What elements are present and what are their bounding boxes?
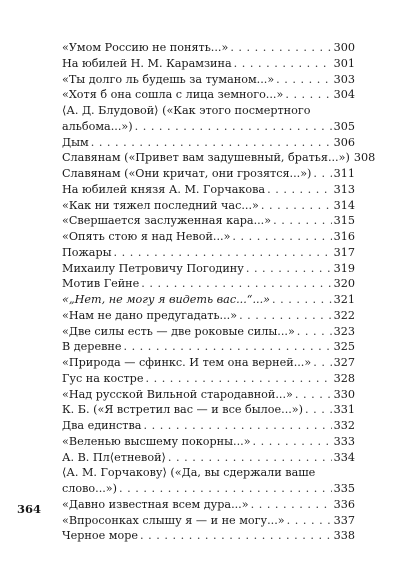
dot-leader (234, 56, 332, 72)
dot-leader (305, 402, 332, 418)
toc-entry-title: «Умом Россию не понять...» (62, 41, 229, 54)
toc-entry-line (62, 135, 355, 151)
toc-entry-title-first-line: ⟨А. М. Горчакову⟩ («Да, вы сдержали ваше (62, 466, 316, 480)
toc-entry (62, 292, 355, 308)
toc-entry-title: Гус на костре (62, 371, 144, 385)
dot-leader (272, 292, 332, 308)
dot-leader (123, 339, 331, 355)
toc-entry-line (62, 276, 355, 292)
toc-entry-title: А. В. Пл⟨етневой⟩ (62, 450, 166, 464)
toc-entry-page: 316 (333, 230, 355, 243)
toc-entry (62, 402, 355, 418)
toc-entry-page: 304 (333, 88, 355, 102)
toc-entry-title: На юбилей князя А. М. Горчакова (62, 182, 266, 196)
toc-entry-title-first-line: ⟨А. Д. Блудовой⟩ («Как этого посмертного (62, 104, 311, 117)
toc-entry-page: 306 (333, 135, 355, 149)
toc-entry-title: Дым (62, 135, 89, 149)
page-number: 364 (17, 502, 42, 516)
dot-leader (135, 119, 332, 135)
toc-entry (62, 56, 355, 72)
toc-entry (62, 150, 376, 166)
toc-entry (62, 450, 355, 466)
toc-entry-title: «Две силы есть — две роковые силы...» (62, 324, 295, 338)
toc-entry (62, 40, 355, 56)
toc-entry-title: Мотив Гейне (62, 277, 140, 291)
toc-entry-title: Славянам («Они кричат, они грозятся...») (62, 167, 312, 180)
toc-entry-page: 334 (333, 450, 355, 464)
toc-entry-title: «Над русской Вильной стародавной...» (62, 387, 293, 401)
toc-entry-line (62, 308, 355, 324)
toc-entry (62, 497, 355, 513)
toc-entry (62, 245, 355, 261)
toc-entry (62, 229, 355, 245)
toc-entry-line (62, 150, 376, 166)
toc-entry-page: 325 (333, 340, 355, 354)
toc-entry-line (62, 198, 355, 214)
toc-entry-page: 323 (333, 324, 355, 338)
toc-entry-page: 319 (333, 261, 355, 275)
dot-leader (145, 371, 331, 387)
toc-entry-page: 313 (333, 182, 355, 196)
toc-entry-title: «Впросонках слышу я — и не могу...» (62, 513, 285, 527)
toc-entry-page: 336 (333, 497, 355, 511)
toc-entry (62, 387, 355, 403)
dot-leader (297, 324, 332, 340)
dot-leader (246, 261, 332, 277)
toc-entry-title: Славянам («Привет вам задушевный, братья...») (62, 151, 350, 165)
toc-entry-line (62, 481, 355, 497)
toc-entry-line (62, 72, 355, 88)
toc-entry-title: «Давно известная всем дура...» (62, 497, 249, 511)
toc-entry-line (62, 40, 355, 56)
dot-leader (140, 528, 332, 544)
toc-entry-page: 331 (333, 403, 355, 417)
toc-entry-line (62, 528, 355, 544)
toc-entry-page: 320 (333, 277, 355, 291)
toc-entry-title: «Природа — сфинкс. И тем она верней...» (62, 356, 312, 369)
toc-entry (62, 261, 355, 277)
dot-leader (313, 355, 331, 371)
toc-entry-page: 301 (333, 56, 355, 70)
toc-entry-page: 337 (333, 513, 355, 527)
toc-entry-page: 305 (333, 119, 355, 133)
toc-entry (62, 182, 355, 198)
toc-entry-line (62, 355, 355, 371)
dot-leader (273, 213, 332, 229)
toc-entry-title: «„Нет, не могу я видеть вас...“...» (62, 293, 270, 306)
toc-entry (62, 135, 355, 151)
dot-leader (141, 276, 331, 292)
toc-entry-line (62, 229, 355, 245)
toc-entry (62, 465, 355, 497)
toc-entry-title: «Нам не дано предугадать...» (62, 308, 238, 322)
toc-entry-line (62, 497, 355, 513)
toc-entry-title: «Хотя б она сошла с лица земного...» (62, 88, 284, 102)
toc-entry (62, 371, 355, 387)
toc-entry-title: К. Б. («Я встретил вас — и все былое...») (62, 403, 304, 417)
dot-leader (285, 87, 331, 103)
dot-leader (230, 40, 331, 56)
dot-leader (251, 497, 332, 513)
toc-entry-page: 335 (333, 482, 355, 495)
toc-entry-line (62, 387, 355, 403)
toc-entry-title: Пожары (62, 245, 112, 259)
toc-entry (62, 166, 355, 182)
toc-entry-title: «Свершается заслуженная кара...» (62, 214, 272, 228)
toc-entry-page: 322 (333, 308, 355, 322)
toc-entry-line (62, 371, 355, 387)
toc-entry-page: 333 (333, 434, 355, 448)
toc-entry (62, 72, 355, 88)
toc-entry (62, 87, 355, 103)
dot-leader (253, 434, 332, 450)
toc-entry-line (62, 245, 355, 261)
toc-entry-title: Черное море (62, 529, 139, 543)
toc-entry-page: 332 (333, 419, 355, 432)
toc-entry-title: «Ты долго ль будешь за туманом...» (62, 72, 275, 86)
toc-entry-title: «Опять стою я над Невой...» (62, 230, 231, 243)
toc-entry-page: 300 (333, 41, 355, 54)
toc-entry (62, 355, 355, 371)
toc-entry-line (62, 261, 355, 277)
toc-entry (62, 103, 355, 135)
toc-entry (62, 513, 355, 529)
dot-leader (287, 513, 332, 529)
toc-entry-page: 315 (333, 214, 355, 228)
dot-leader (267, 182, 332, 198)
toc-entry (62, 324, 355, 340)
toc-entry-page: 308 (353, 151, 376, 165)
dot-leader (168, 450, 332, 466)
toc-entry-title: «Веленью высшему покорны...» (62, 434, 251, 448)
toc-entry-page: 303 (333, 72, 355, 86)
toc-entry-line (62, 292, 355, 308)
dot-leader (239, 308, 332, 324)
table-of-contents (62, 40, 376, 544)
toc-entry-title: В деревне (62, 340, 122, 354)
dot-leader (295, 387, 332, 403)
toc-entry-page: 338 (333, 529, 355, 543)
toc-entry (62, 213, 355, 229)
toc-entry-line (62, 119, 355, 135)
toc-entry-page: 327 (333, 356, 355, 369)
toc-entry-title: Два единства (62, 419, 142, 432)
toc-entry-title: альбома...») (62, 119, 133, 133)
toc-entry-line (62, 418, 355, 434)
toc-entry-line (62, 213, 355, 229)
dot-leader (114, 245, 332, 261)
dot-leader (91, 135, 332, 151)
toc-entry-title: На юбилей Н. М. Карамзина (62, 56, 232, 70)
dot-leader (119, 481, 332, 497)
toc-entry-page: 314 (333, 198, 355, 212)
toc-entry-title: слово...») (62, 482, 118, 495)
dot-leader (232, 229, 331, 245)
toc-entry-line (62, 166, 355, 182)
dot-leader (261, 198, 332, 214)
toc-entry-line (62, 339, 355, 355)
dot-leader (276, 72, 331, 88)
toc-entry-line (62, 56, 355, 72)
toc-entry-line (62, 513, 355, 529)
toc-entry-title: Михаилу Петровичу Погодину (62, 261, 244, 275)
toc-entry-line (62, 87, 355, 103)
toc-entry-page: 328 (333, 371, 355, 385)
toc-entry (62, 434, 355, 450)
toc-entry (62, 528, 355, 544)
dot-leader (143, 418, 331, 434)
toc-entry-line (62, 182, 355, 198)
toc-entry-page: 311 (333, 167, 355, 180)
toc-entry-page: 330 (333, 387, 355, 401)
dot-leader (313, 166, 331, 182)
toc-entry-page: 317 (333, 245, 355, 259)
toc-entry (62, 276, 355, 292)
toc-entry-line (62, 324, 355, 340)
toc-entry-line (62, 434, 355, 450)
toc-entry (62, 308, 355, 324)
toc-entry-page: 321 (333, 293, 355, 306)
toc-entry-line (62, 450, 355, 466)
toc-entry (62, 339, 355, 355)
toc-entry-line (62, 402, 355, 418)
toc-entry-title: «Как ни тяжел последний час...» (62, 198, 259, 212)
toc-entry (62, 418, 355, 434)
toc-entry (62, 198, 355, 214)
